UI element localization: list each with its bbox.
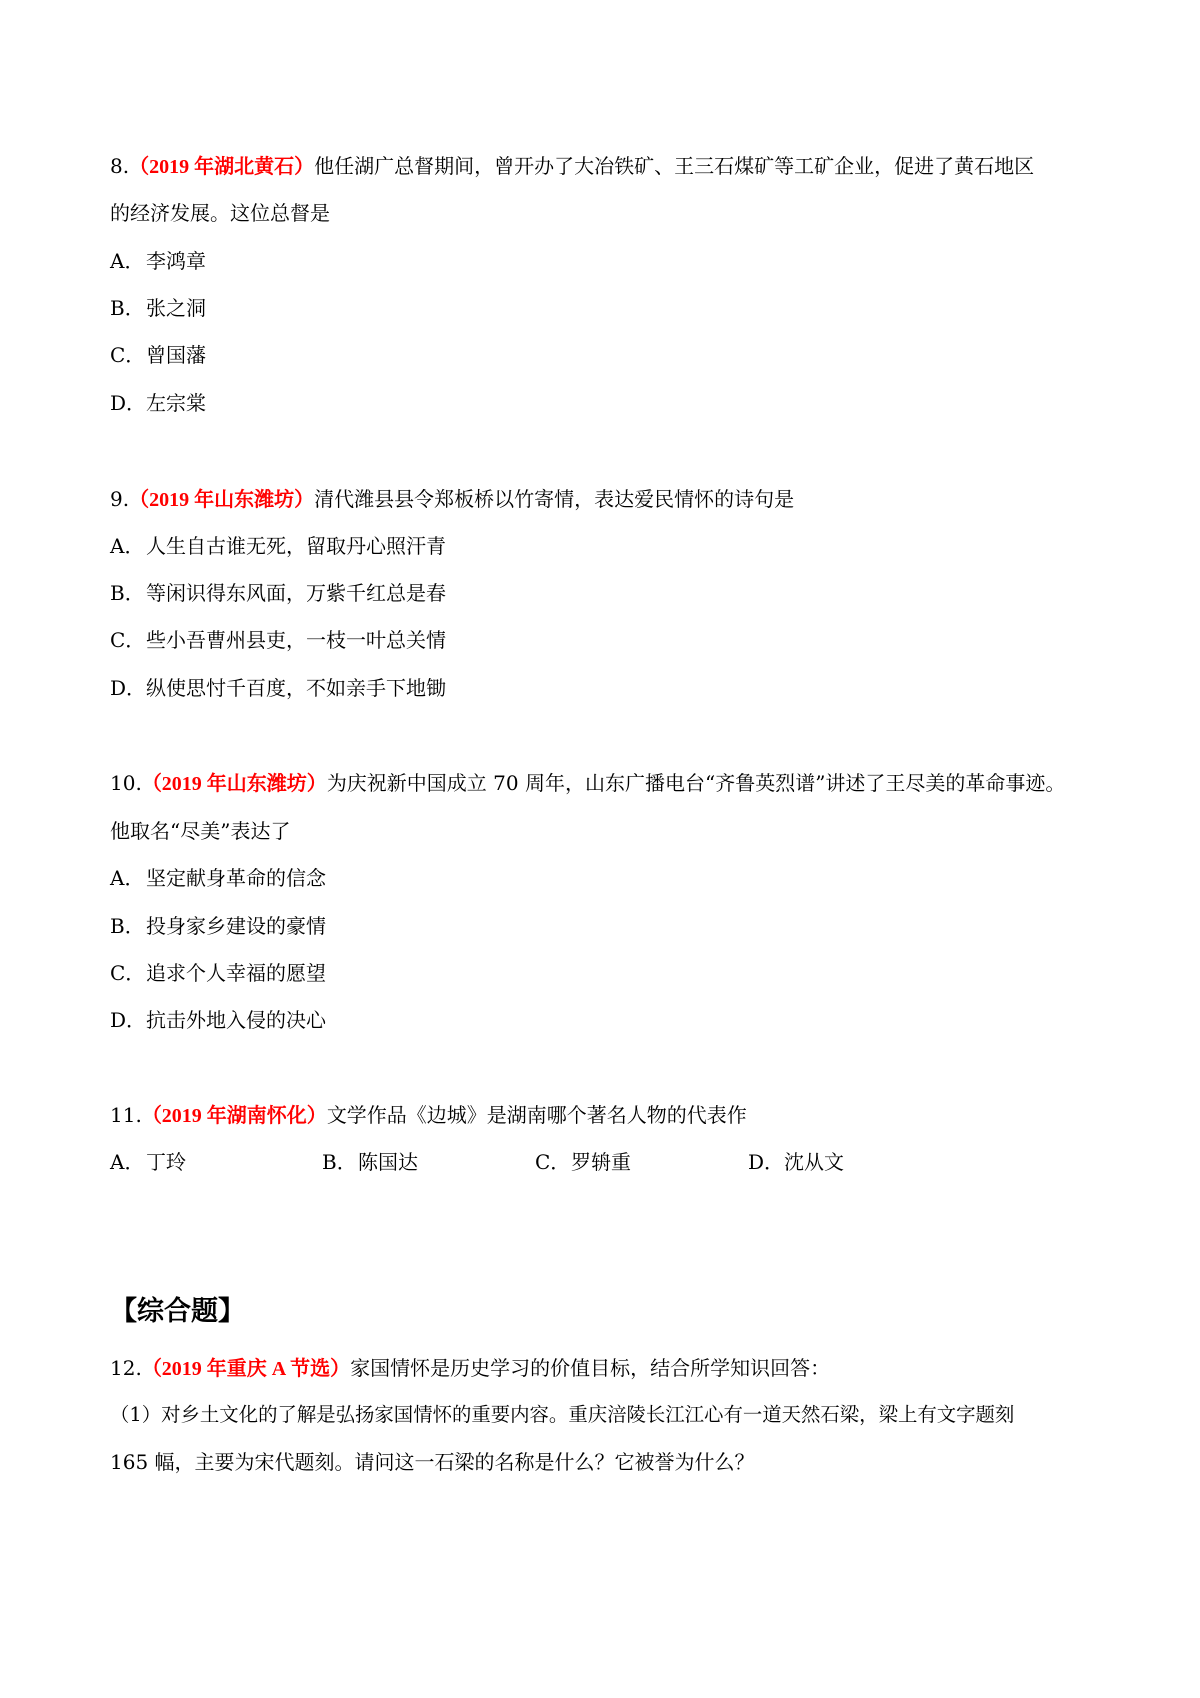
question-9-text: 清代潍县县令郑板桥以竹寄情，表达爱民情怀的诗句是 [314, 487, 795, 511]
option-label: A． [110, 1150, 145, 1174]
question-9-option-b [110, 581, 446, 605]
question-10-text: 为庆祝新中国成立 70 周年，山东广播电台“齐鲁英烈谱”讲述了王尽美的革命事迹。 [326, 771, 1066, 795]
question-11-option-a [110, 1150, 186, 1174]
question-12-line-1 [110, 1356, 830, 1381]
option-label: B． [110, 914, 145, 938]
question-8-option-d [110, 391, 206, 415]
question-9-number: 9. [110, 487, 130, 511]
option-text: 张之洞 [146, 296, 206, 320]
question-10-source: （2019 年山东潍坊） [141, 773, 327, 795]
option-label: C． [110, 628, 146, 652]
option-label: B． [110, 581, 145, 605]
question-10-option-c [110, 961, 326, 985]
question-11-option-d [748, 1150, 844, 1174]
question-8-line-1 [110, 154, 1034, 179]
question-11-option-c [535, 1150, 631, 1174]
question-11-text: 文学作品《边城》是湖南哪个著名人物的代表作 [326, 1103, 747, 1127]
option-label: D． [110, 1008, 147, 1032]
question-11-line-1 [110, 1103, 747, 1128]
option-label: D． [110, 391, 147, 415]
question-12-source: （2019 年重庆 A 节选） [141, 1358, 351, 1380]
option-text: 丁玲 [146, 1150, 186, 1174]
question-11-source: （2019 年湖南怀化） [141, 1105, 327, 1127]
question-12-number: 12. [110, 1356, 142, 1380]
option-text: 李鸿章 [146, 249, 206, 273]
question-9-source: （2019 年山东潍坊） [129, 489, 315, 511]
option-label: C． [110, 961, 146, 985]
question-9-option-d [110, 676, 446, 700]
option-label: B． [322, 1150, 357, 1174]
option-text: 人生自古谁无死，留取丹心照汗青 [146, 534, 446, 558]
option-label: B． [110, 296, 145, 320]
question-10-line-1 [110, 771, 1065, 796]
option-label: A． [110, 866, 145, 890]
option-text: 投身家乡建设的豪情 [146, 914, 326, 938]
question-10-number: 10. [110, 771, 142, 795]
option-label: C． [110, 343, 146, 367]
option-label: A． [110, 249, 145, 273]
option-text: 罗辀重 [571, 1150, 631, 1174]
option-text: 曾国藩 [146, 343, 206, 367]
option-label: C． [535, 1150, 571, 1174]
option-text: 左宗棠 [146, 391, 206, 415]
question-8-option-a [110, 249, 206, 273]
question-9-line-1 [110, 487, 794, 512]
question-9-option-a [110, 534, 446, 558]
question-8-number: 8. [110, 154, 130, 178]
question-10-line-2: 他取名“尽美”表达了 [110, 819, 291, 843]
section-heading: 【综合题】 [110, 1296, 245, 1327]
question-8-line-2: 的经济发展。这位总督是 [110, 201, 330, 225]
question-10-option-a [110, 866, 326, 890]
option-text: 抗击外地入侵的决心 [146, 1008, 326, 1032]
question-10-option-b [110, 914, 326, 938]
question-12-text: 家国情怀是历史学习的价值目标，结合所学知识回答： [350, 1356, 831, 1380]
option-text: 些小吾曹州县吏，一枝一叶总关情 [146, 628, 446, 652]
option-text: 沈从文 [784, 1150, 844, 1174]
question-8-option-b [110, 296, 206, 320]
question-8-option-c [110, 343, 206, 367]
option-label: D． [110, 676, 147, 700]
question-8-text: 他任湖广总督期间，曾开办了大冶铁矿、王三石煤矿等工矿企业，促进了黄石地区 [314, 154, 1035, 178]
option-label: D． [748, 1150, 785, 1174]
question-11-option-b [322, 1150, 418, 1174]
question-11-number: 11. [110, 1103, 142, 1127]
option-label: A． [110, 534, 145, 558]
question-12-subquestion-1-line-1: （1）对乡土文化的了解是弘扬家国情怀的重要内容。重庆涪陵长江江心有一道天然石梁，梁上有文字题刻 [110, 1403, 1015, 1426]
question-10-option-d [110, 1008, 326, 1032]
option-text: 纵使思忖千百度，不如亲手下地锄 [146, 676, 446, 700]
option-text: 陈国达 [358, 1150, 418, 1174]
question-12-subquestion-1-line-2: 165 幅，主要为宋代题刻。请问这一石梁的名称是什么？它被誉为什么？ [110, 1450, 755, 1474]
option-text: 等闲识得东风面，万紫千红总是春 [146, 581, 446, 605]
question-8-source: （2019 年湖北黄石） [129, 156, 315, 178]
option-text: 追求个人幸福的愿望 [146, 961, 326, 985]
option-text: 坚定献身革命的信念 [146, 866, 326, 890]
question-9-option-c [110, 628, 446, 652]
